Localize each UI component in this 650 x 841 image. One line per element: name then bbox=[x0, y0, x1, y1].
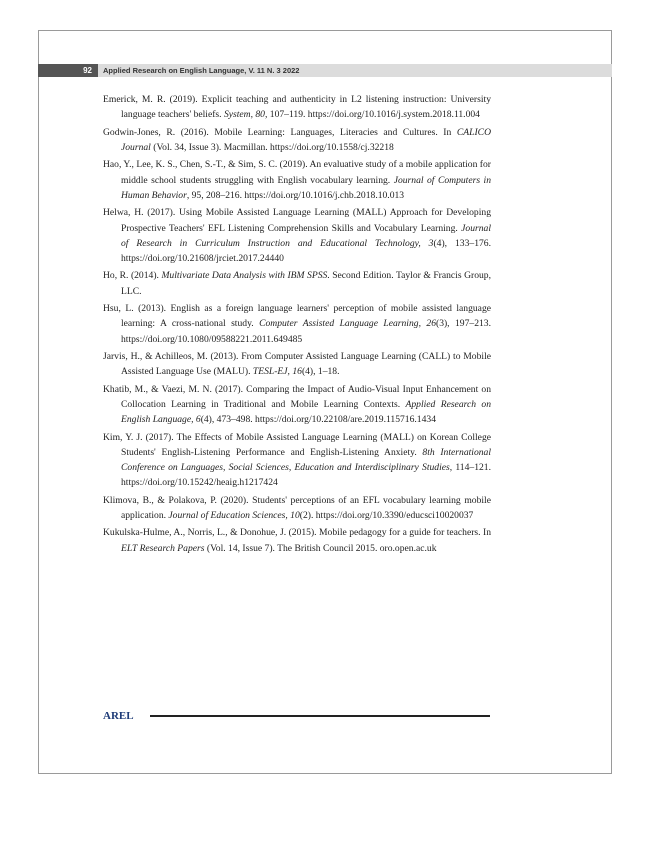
reference-text: Emerick, M. R. (2019). Explicit teaching and authenticity in L2 listening instruction: University language teachers' beliefs. bbox=[103, 94, 491, 121]
reference-italic-text: Computer Assisted Language Learning, 26 bbox=[259, 318, 436, 330]
reference-italic-text: 8th International Conference on Languages, Social Sciences, Education and Interdisciplinary Studies bbox=[121, 446, 491, 474]
reference-entry bbox=[103, 92, 491, 122]
reference-italic-text: Journal of Computers in Human Behavior bbox=[121, 174, 491, 201]
reference-entry bbox=[103, 205, 491, 266]
journal-logo: AREL bbox=[103, 710, 134, 722]
reference-text: Ho, R. (2014). bbox=[103, 270, 162, 282]
reference-text: Helwa, H. (2017). Using Mobile Assisted Language Learning (MALL) Approach for Developing Prospective Teachers' EFL Listening Comprehension Skills and Vocabulary Learning. bbox=[103, 207, 491, 234]
reference-entry bbox=[103, 382, 491, 428]
reference-text: (Vol. 34, Issue 3). Macmillan. https://doi.org/10.1558/cj.32218 bbox=[150, 141, 394, 153]
journal-title: Applied Research on English Language, V. 11 N. 3 2022 bbox=[103, 66, 300, 75]
reference-text: Godwin-Jones, R. (2016). Mobile Learning: Languages, Literacies and Cultures. In bbox=[103, 126, 457, 138]
reference-entry bbox=[103, 268, 491, 298]
reference-text: , 114–121. https://doi.org/10.15242/heaig.h1217424 bbox=[121, 462, 491, 489]
reference-list bbox=[103, 92, 491, 558]
reference-italic-text: Applied Research on English Language, 6 bbox=[121, 398, 491, 426]
reference-italic-text: TESL-EJ, 16 bbox=[252, 366, 302, 378]
reference-text: Jarvis, H., & Achilleos, M. (2013). From Computer Assisted Language Learning (CALL) to Mobile Assisted Language Use (MALU). bbox=[103, 351, 491, 378]
reference-italic-text: CALICO Journal bbox=[121, 126, 491, 153]
reference-text: Hsu, L. (2013). English as a foreign language learners' perception of mobile assisted language learning: A cross-national study. bbox=[103, 303, 491, 330]
reference-entry bbox=[103, 493, 491, 523]
reference-text: 107–119. https://doi.org/10.1016/j.system.2018.11.004 bbox=[267, 109, 480, 121]
reference-text: (2). https://doi.org/10.3390/educsci10020037 bbox=[299, 509, 474, 521]
reference-entry bbox=[103, 349, 491, 379]
reference-text: Kim, Y. J. (2017). The Effects of Mobile Assisted Language Learning (MALL) on Korean College Students' English-Listening Performance and English-Listening Anxiety. bbox=[103, 431, 491, 458]
reference-entry bbox=[103, 157, 491, 203]
reference-text: , 95, 208–216. https://doi.org/10.1016/j.chb.2018.10.013 bbox=[186, 189, 405, 201]
reference-entry bbox=[103, 430, 491, 491]
reference-text: (4), 133–176. https://doi.org/10.21608/jrciet.2017.24440 bbox=[121, 237, 491, 264]
reference-italic-text: Journal of Research in Curriculum Instruction and Educational Technology, 3 bbox=[121, 222, 491, 249]
reference-text: Hao, Y., Lee, K. S., Chen, S.-T., & Sim, S. C. (2019). An evaluative study of a mobile application for middle school students struggling with English vocabulary learning. bbox=[103, 159, 491, 186]
reference-text: (Vol. 14, Issue 7). The British Council 2015. oro.open.ac.uk bbox=[204, 542, 437, 554]
reference-text: (4), 473–498. https://doi.org/10.22108/are.2019.115716.1434 bbox=[200, 414, 436, 426]
reference-italic-text: Journal of Education Sciences, 10 bbox=[168, 509, 300, 521]
reference-entry bbox=[103, 125, 491, 155]
reference-text: Klimova, B., & Polakova, P. (2020). Students' perceptions of an EFL vocabulary learning mobile application. bbox=[103, 494, 491, 521]
reference-italic-text: System, 80, bbox=[223, 109, 268, 121]
reference-entry bbox=[103, 301, 491, 347]
page-number: 92 bbox=[38, 64, 98, 77]
reference-text: . Second Edition. Taylor & Francis Group, LLC. bbox=[121, 270, 491, 297]
reference-text: (4), 1–18. bbox=[301, 366, 340, 378]
footer-rule bbox=[150, 715, 490, 717]
reference-text: Kukulska-Hulme, A., Norris, L., & Donohue, J. (2015). Mobile pedagogy for a guide for teachers. In bbox=[103, 527, 491, 539]
reference-italic-text: ELT Research Papers bbox=[121, 542, 205, 554]
reference-entry bbox=[103, 525, 491, 555]
reference-italic-text: Multivariate Data Analysis with IBM SPSS bbox=[161, 270, 328, 282]
reference-text: Khatib, M., & Vaezi, M. N. (2017). Comparing the Impact of Audio-Visual Input Enhancement on Collocation Learning in Traditional and Mobile Learning Contexts. bbox=[103, 383, 491, 410]
reference-text: (3), 197–213. https://doi.org/10.1080/09588221.2011.649485 bbox=[121, 318, 491, 345]
